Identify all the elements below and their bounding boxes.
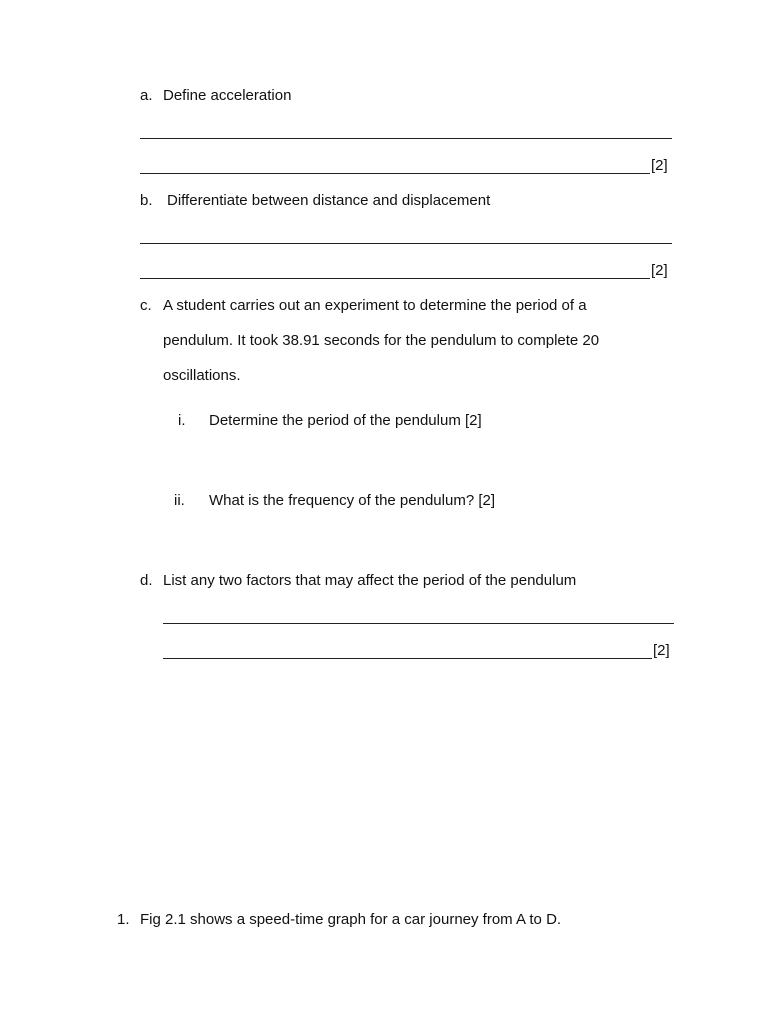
question-b-marker: b.	[140, 192, 153, 209]
question-c-line-1: A student carries out an experiment to determine the period of a	[163, 297, 587, 314]
question-b-text: Differentiate between distance and displacement	[167, 192, 491, 209]
question-1-text-end: .	[556, 911, 562, 928]
question-1-text-mid: to	[525, 911, 547, 928]
question-d-marker: d.	[140, 572, 153, 589]
question-d-marks: [2]	[653, 642, 670, 659]
answer-line-d-2	[163, 658, 652, 659]
point-a-label: A	[516, 911, 526, 928]
subpart-ii-text: What is the frequency of the pendulum? [2]	[209, 492, 496, 509]
answer-line-b-2	[140, 278, 650, 279]
question-1-text-start: Fig 2.1 shows a speed-time graph for a car journey from	[140, 911, 517, 928]
subpart-i-text: Determine the period of the pendulum [2]	[209, 412, 482, 429]
question-a-marks: [2]	[651, 157, 668, 174]
answer-line-b-1	[140, 243, 672, 244]
question-c-marker: c.	[140, 297, 152, 314]
subpart-i-marker: i.	[178, 412, 186, 429]
subpart-ii-marker: ii.	[174, 492, 185, 509]
question-a-text: Define acceleration	[163, 87, 292, 104]
question-d-text: List any two factors that may affect the period of the pendulum	[163, 572, 577, 589]
answer-line-d-1	[163, 623, 674, 624]
question-c-line-3: oscillations.	[163, 367, 241, 384]
point-d-label: D	[546, 911, 557, 928]
question-c-line-2: pendulum. It took 38.91 seconds for the pendulum to complete 20	[163, 332, 600, 349]
answer-line-a-2	[140, 173, 650, 174]
answer-line-a-1	[140, 138, 672, 139]
question-1-text	[140, 910, 561, 930]
question-1-number: 1.	[117, 911, 130, 928]
question-b-marks: [2]	[651, 262, 668, 279]
question-a-marker: a.	[140, 87, 153, 104]
